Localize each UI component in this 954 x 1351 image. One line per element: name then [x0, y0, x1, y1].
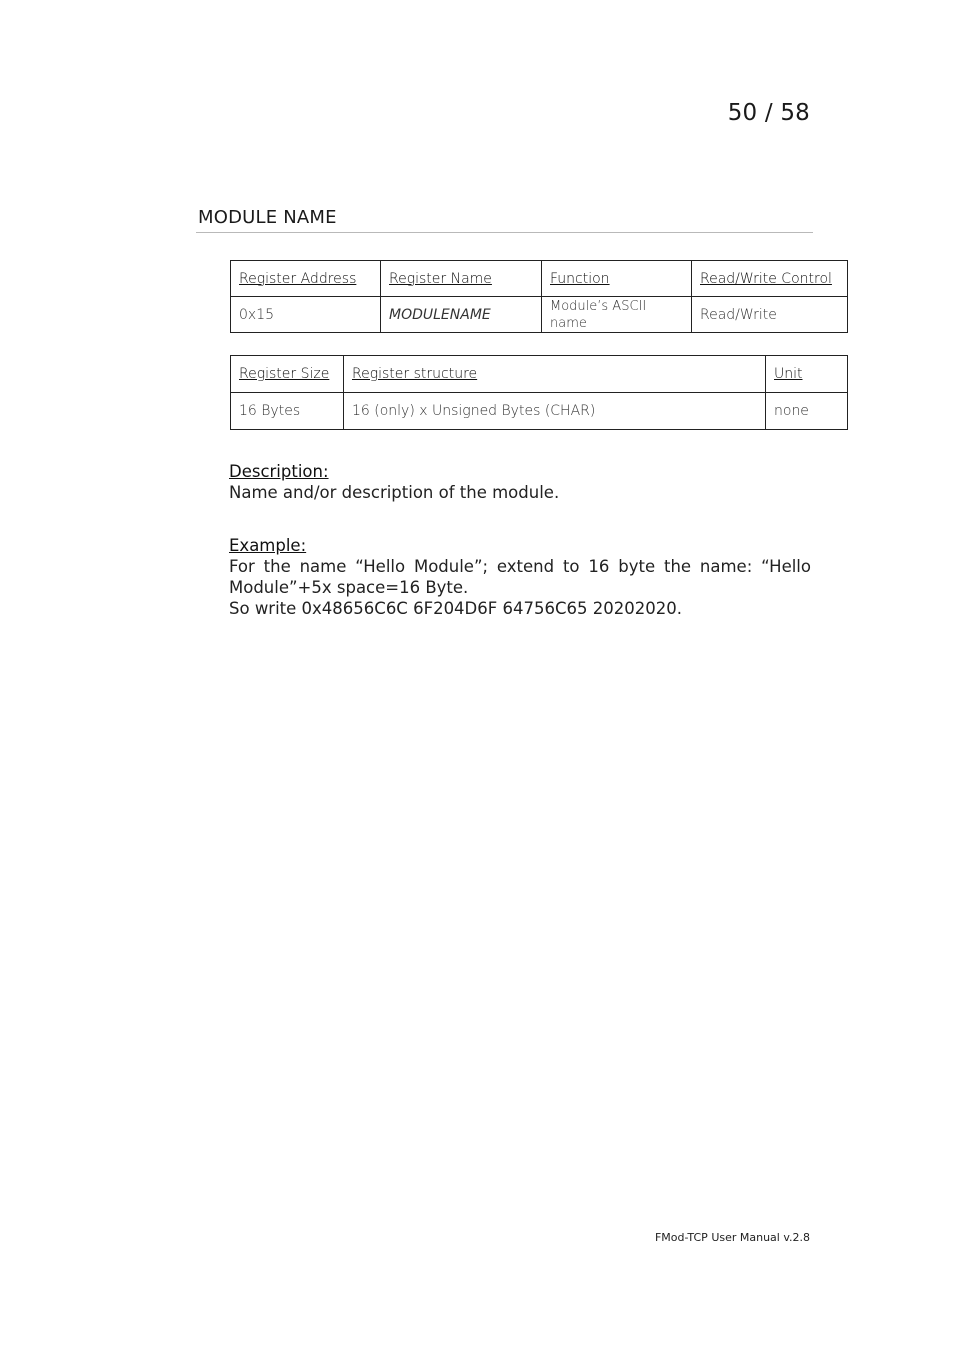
cell-function: Module’s ASCII name	[542, 297, 692, 333]
example-section	[229, 535, 811, 619]
cell-register-name: MODULENAME	[381, 297, 542, 333]
header-read-write-control: Read/Write Control	[692, 261, 848, 297]
example-text: For the name “Hello Module”; extend to 16 byte the name: “Hello Module”+5x space=16 Byte.	[229, 557, 811, 597]
header-register-name: Register Name	[381, 261, 542, 297]
cell-register-structure: 16 (only) x Unsigned Bytes (CHAR)	[344, 393, 766, 430]
cell-unit: none	[766, 393, 848, 430]
description-heading: Description:	[229, 462, 329, 481]
header-register-address: Register Address	[231, 261, 381, 297]
header-function: Function	[542, 261, 692, 297]
header-register-structure: Register structure	[344, 356, 766, 393]
section-divider	[196, 232, 813, 233]
description-text: Name and/or description of the module.	[229, 483, 560, 502]
example-heading: Example:	[229, 536, 307, 555]
footer-manual-version: FMod-TCP User Manual v.2.8	[654, 1231, 810, 1244]
table-row	[231, 297, 848, 333]
table-header-row	[231, 261, 848, 297]
section-title: MODULE NAME	[198, 207, 337, 228]
header-unit: Unit	[766, 356, 848, 393]
register-info-table	[230, 260, 848, 333]
table-row	[231, 393, 848, 430]
table-header-row	[231, 356, 848, 393]
description-section	[229, 461, 811, 503]
cell-register-address: 0x15	[231, 297, 381, 333]
cell-read-write-control: Read/Write	[692, 297, 848, 333]
register-structure-table	[230, 355, 848, 430]
cell-register-size: 16 Bytes	[231, 393, 344, 430]
header-register-size: Register Size	[231, 356, 344, 393]
page-number: 50 / 58	[727, 100, 810, 126]
example-write-command: So write 0x48656C6C 6F204D6F 64756C65 20202020.	[229, 599, 682, 618]
